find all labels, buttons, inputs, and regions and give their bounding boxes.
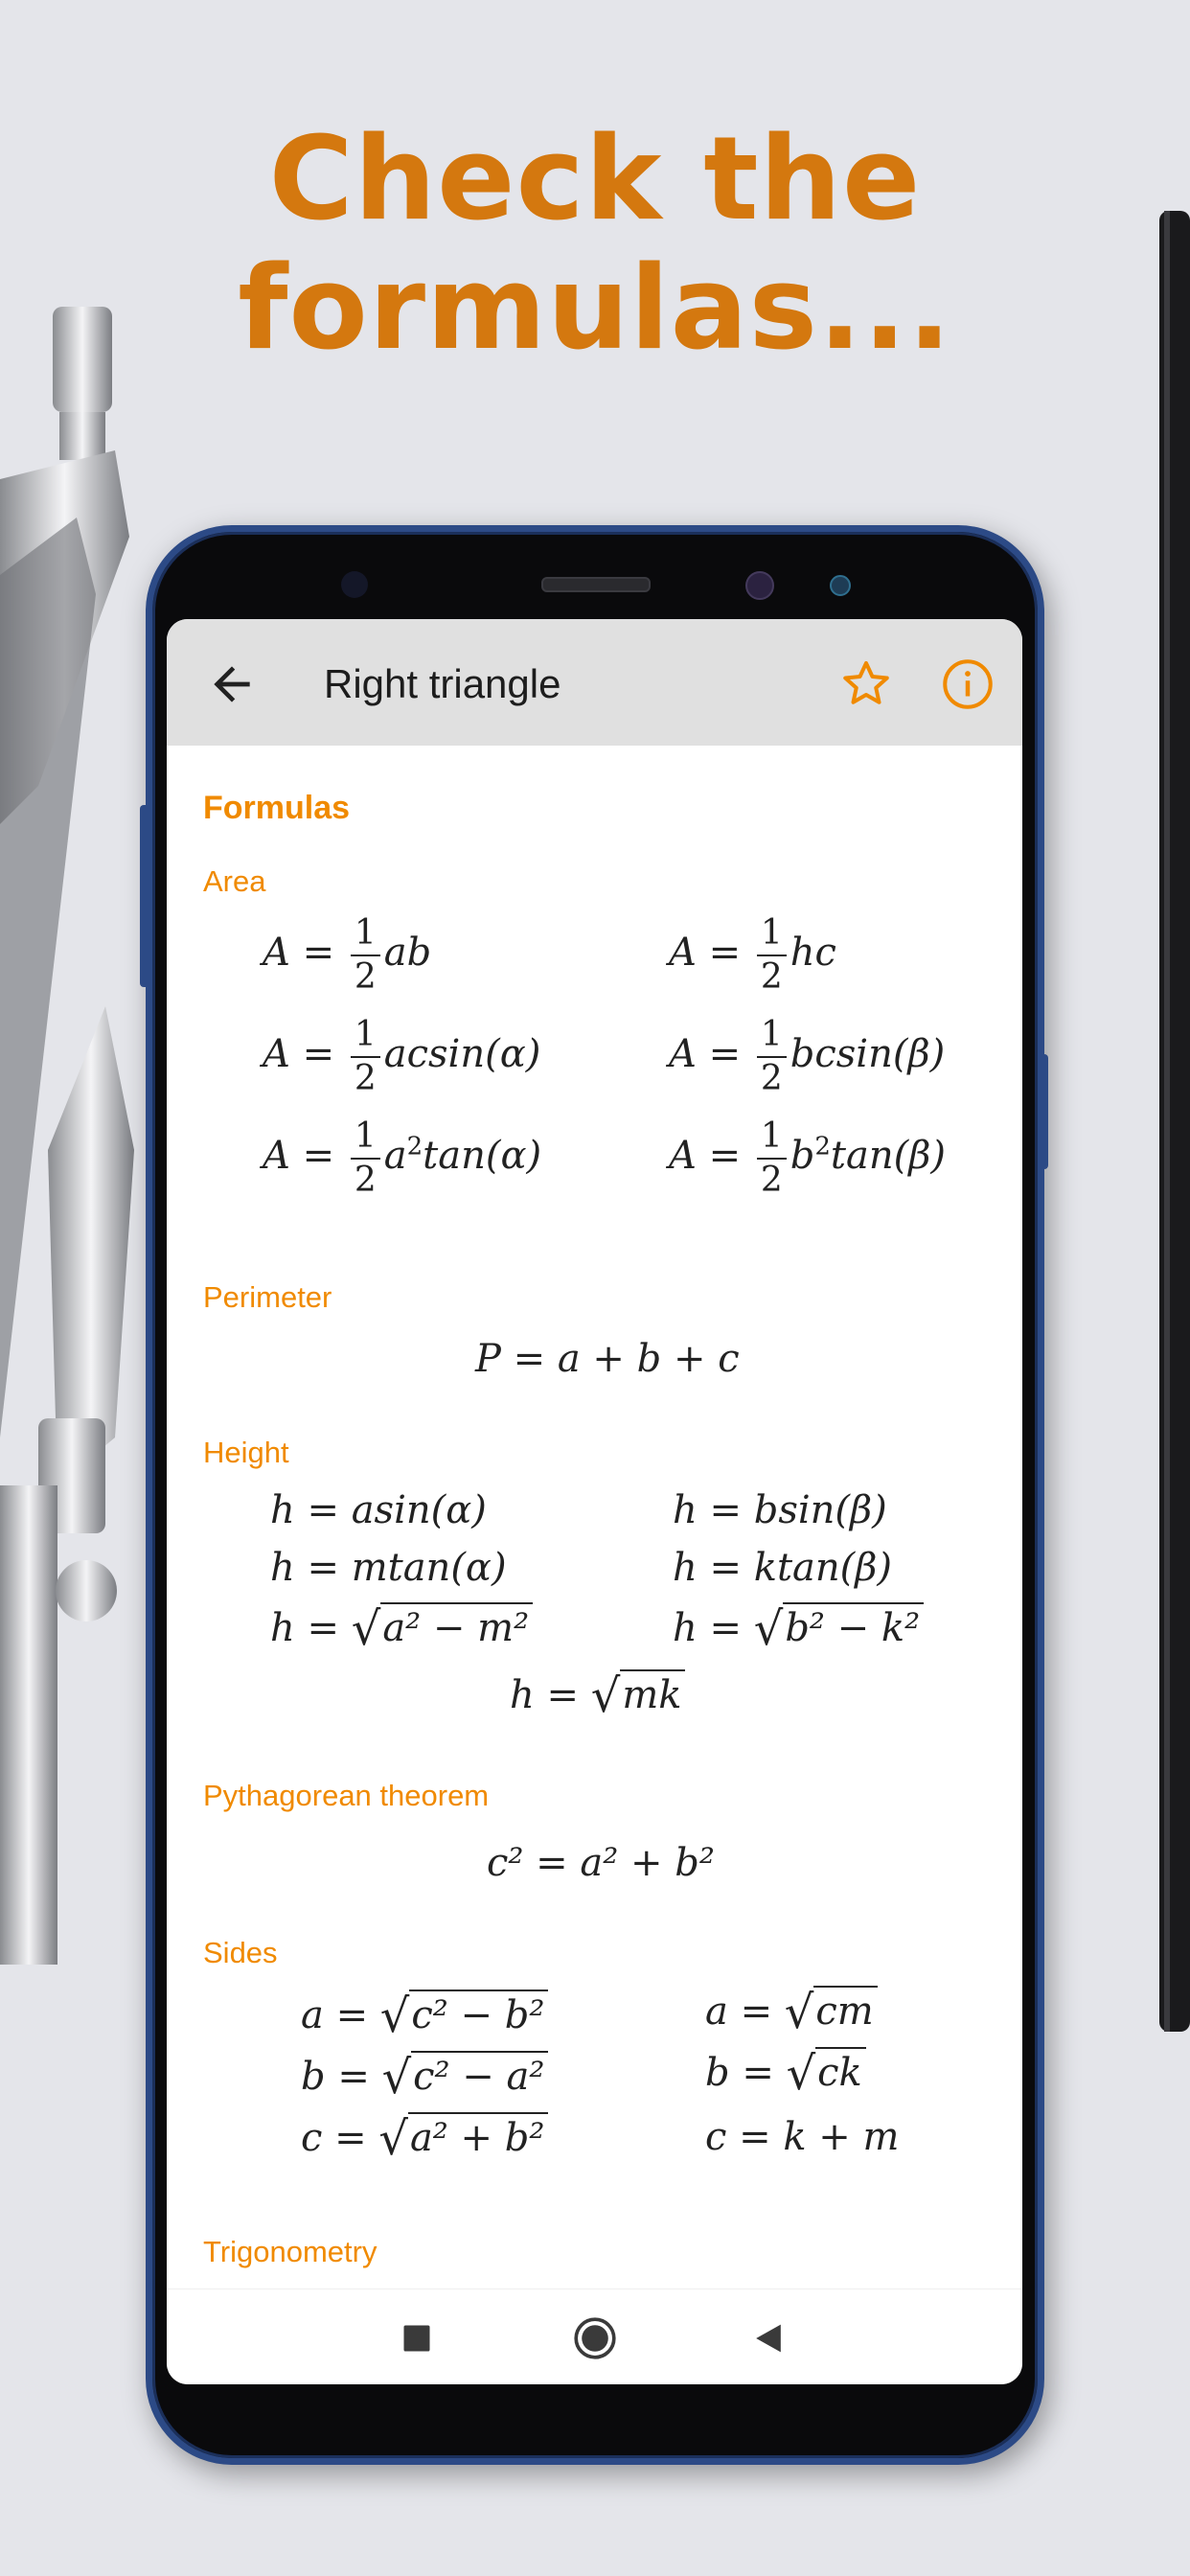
formula-text: h = asin(α) — [270, 1488, 487, 1532]
formula-lhs: A = — [263, 1134, 335, 1178]
formula-rhs: acsin(α) — [383, 1032, 541, 1076]
formula-text: c² = a² + b² — [487, 1841, 715, 1885]
fraction-half — [757, 913, 787, 997]
radical-sign: √ — [784, 1986, 814, 2039]
frac-num: 1 — [757, 1119, 787, 1160]
frac-num: 1 — [757, 916, 787, 956]
frac-den: 2 — [354, 1059, 377, 1098]
radical-sign: √ — [351, 1602, 381, 1656]
formula-rhs: hc — [790, 931, 836, 975]
favorite-star-icon[interactable] — [837, 656, 895, 713]
radical-sign: √ — [786, 2047, 816, 2101]
pythagorean-formula — [487, 1841, 715, 1885]
sides-formula-3 — [301, 2112, 548, 2166]
exponent: 2 — [814, 1132, 831, 1162]
area-formula-2 — [669, 913, 836, 997]
formula-lhs: a = — [705, 1990, 773, 2034]
system-nav-bar — [167, 2288, 1022, 2384]
section-title-sides: Sides — [203, 1936, 278, 1969]
area-formula-4 — [669, 1015, 946, 1098]
formula-lhs: A = — [669, 1032, 742, 1076]
back-triangle-icon[interactable] — [753, 2322, 784, 2355]
height-formula-4 — [673, 1546, 892, 1590]
frac-num: 1 — [351, 916, 380, 956]
sides-formula-4 — [705, 1986, 878, 2039]
radical-sign: √ — [590, 1669, 621, 1723]
formula-lhs: b = — [301, 2055, 370, 2099]
square-root — [378, 2112, 548, 2166]
formula-text: P = a + b + c — [475, 1337, 740, 1381]
square-root — [753, 1602, 924, 1656]
fraction-half — [351, 913, 380, 997]
area-formula-1 — [263, 913, 432, 997]
area-formula-6 — [669, 1116, 946, 1200]
frac-num: 1 — [757, 1018, 787, 1058]
radicand: c² − b² — [409, 1990, 548, 2037]
square-root — [590, 1669, 686, 1723]
fraction-half — [757, 1116, 787, 1200]
frac-den: 2 — [760, 957, 783, 997]
formula-lhs: A = — [263, 1032, 335, 1076]
frac-num: 1 — [351, 1018, 380, 1058]
height-formula-6 — [673, 1602, 924, 1656]
radical-sign: √ — [379, 1990, 410, 2043]
formula-rhs: bcsin(β) — [790, 1032, 946, 1076]
sensor-icon — [830, 575, 851, 596]
headline-line-2: formulas... — [238, 242, 952, 376]
section-title-height: Height — [203, 1436, 289, 1469]
phone-volume-button — [140, 805, 149, 987]
frac-den: 2 — [760, 1059, 783, 1098]
back-arrow-icon[interactable] — [205, 657, 259, 711]
section-title-formulas: Formulas — [203, 790, 351, 826]
frac-den: 2 — [354, 957, 377, 997]
formula-lhs: c = — [301, 2116, 367, 2160]
formula-lhs: a = — [301, 1993, 369, 2037]
home-circle-icon[interactable] — [573, 2316, 617, 2360]
headline — [0, 115, 1190, 374]
radicand: a² + b² — [408, 2112, 548, 2160]
radicand: mk — [620, 1669, 685, 1717]
area-formula-3 — [263, 1015, 541, 1098]
formula-text: h = ktan(β) — [673, 1546, 892, 1590]
radical-sign: √ — [753, 1602, 784, 1656]
formula-rhs: ab — [383, 931, 432, 975]
area-formula-5 — [263, 1116, 542, 1200]
section-title-trigonometry: Trigonometry — [203, 2235, 378, 2268]
fraction-half — [351, 1116, 380, 1200]
height-formula-3 — [270, 1546, 507, 1590]
formula-rhs: tan(β) — [830, 1134, 946, 1178]
formula-text: h = mtan(α) — [270, 1546, 507, 1590]
formula-rhs: tan(α) — [423, 1134, 542, 1178]
recents-square-icon[interactable] — [402, 2324, 431, 2353]
frac-den: 2 — [760, 1161, 783, 1200]
radicand: b² − k² — [783, 1602, 924, 1650]
sides-formula-1 — [301, 1990, 548, 2043]
radicand: ck — [815, 2047, 866, 2095]
formula-lhs: h = — [673, 1606, 742, 1650]
height-formula-1 — [270, 1488, 487, 1532]
formula-rhs: a — [383, 1134, 407, 1178]
formula-text: h = bsin(β) — [673, 1488, 887, 1532]
app-screen — [167, 619, 1022, 2384]
compass-illustration — [0, 288, 153, 2012]
radicand: cm — [813, 1986, 877, 2034]
fraction-half — [351, 1015, 380, 1098]
square-root — [784, 1986, 878, 2039]
formula-lhs: h = — [510, 1673, 579, 1717]
section-title-perimeter: Perimeter — [203, 1280, 332, 1314]
sides-formula-2 — [301, 2051, 548, 2104]
iris-sensor-icon — [341, 571, 368, 598]
earpiece-speaker — [541, 577, 651, 592]
square-root — [351, 1602, 533, 1656]
sides-formula-5 — [705, 2047, 866, 2101]
formula-lhs: A = — [669, 931, 742, 975]
height-formula-2 — [673, 1488, 887, 1532]
formula-rhs: b — [790, 1134, 815, 1178]
formula-lhs: A = — [669, 1134, 742, 1178]
headline-line-1: Check the — [268, 113, 922, 246]
radicand: c² − a² — [411, 2051, 548, 2099]
perimeter-formula — [475, 1337, 740, 1381]
fraction-half — [757, 1015, 787, 1098]
radical-sign: √ — [378, 2112, 408, 2166]
square-root — [786, 2047, 866, 2101]
square-root — [379, 1990, 549, 2043]
formula-text: c = k + m — [705, 2115, 900, 2159]
frac-num: 1 — [351, 1119, 380, 1160]
frac-den: 2 — [354, 1161, 377, 1200]
height-formula-5 — [270, 1602, 533, 1656]
formula-lhs: A = — [263, 931, 335, 975]
phone-side-button — [1039, 1054, 1048, 1169]
formula-lhs: h = — [270, 1606, 339, 1650]
page-title: Right triangle — [324, 661, 561, 706]
exponent: 2 — [406, 1132, 423, 1162]
formula-lhs: b = — [705, 2051, 774, 2095]
app-bar — [167, 619, 1022, 746]
radical-sign: √ — [381, 2051, 412, 2104]
height-formula-7 — [510, 1669, 685, 1723]
section-title-area: Area — [203, 864, 266, 898]
square-root — [381, 2051, 549, 2104]
radicand: a² − m² — [380, 1602, 533, 1650]
section-title-pythagorean: Pythagorean theorem — [203, 1779, 490, 1812]
sides-formula-6 — [705, 2115, 900, 2159]
info-icon[interactable] — [939, 656, 996, 713]
front-camera-icon — [745, 571, 774, 600]
pen-illustration — [1155, 211, 1190, 2060]
